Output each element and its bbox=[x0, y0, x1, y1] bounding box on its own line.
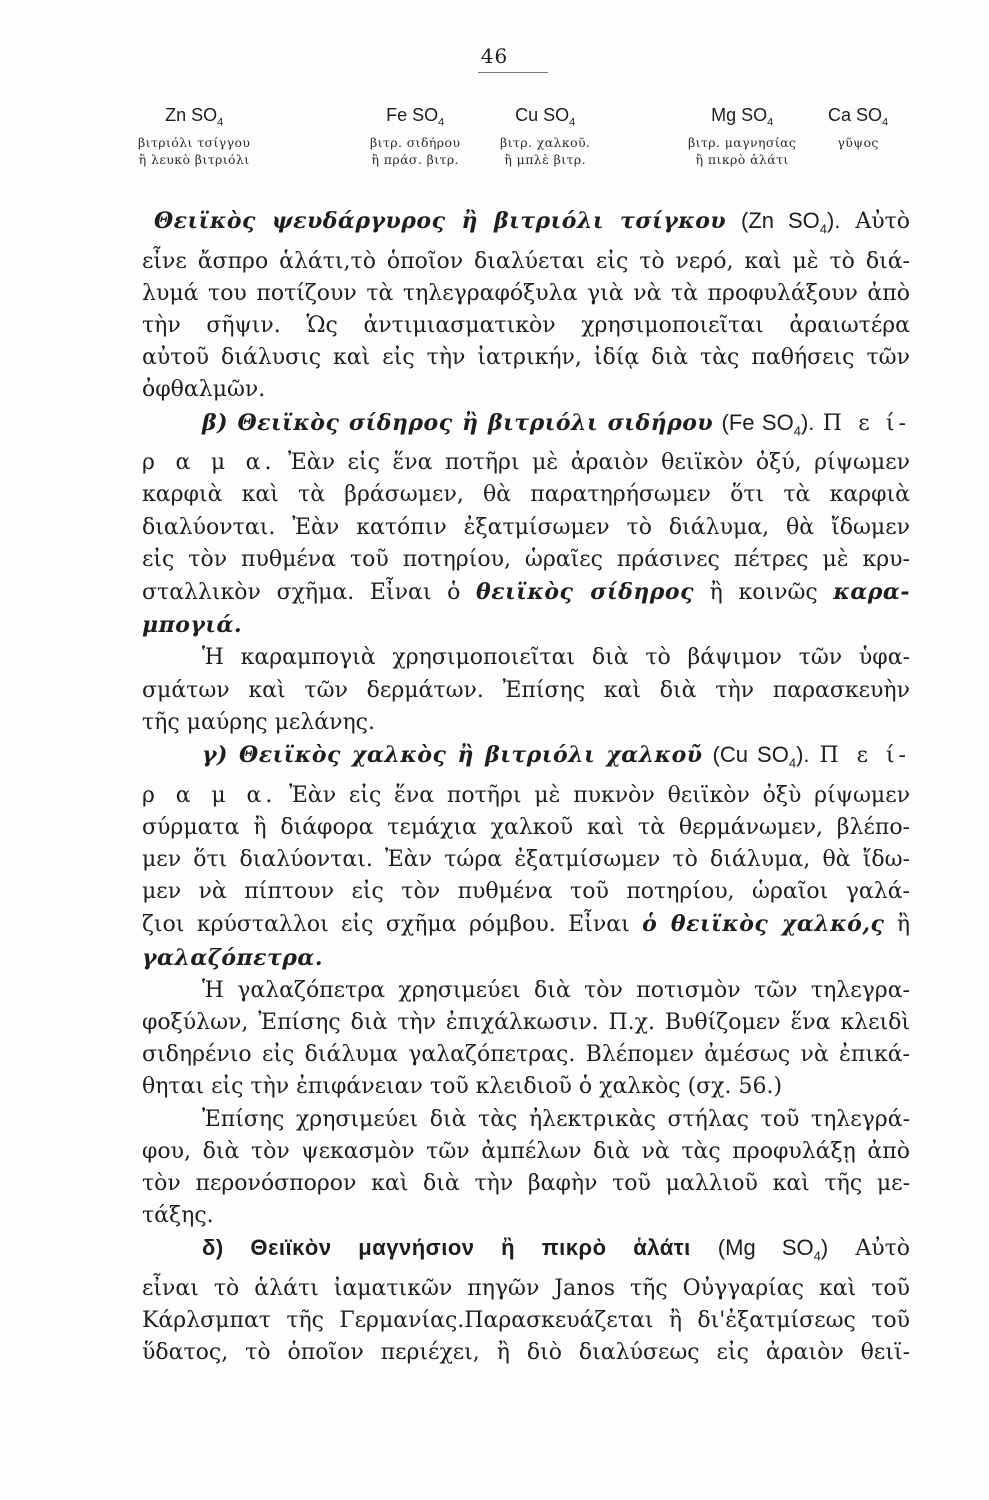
text-line: σιδηρένιο εἰς διάλυμα γαλαζόπετρας. Βλέπομεν ἀμέσως νὰ ἐπικά- bbox=[142, 1042, 910, 1068]
formula-desc: βιτρ. μαγνησίας bbox=[688, 134, 797, 150]
emphasis: γαλαζόπετρα. bbox=[142, 944, 324, 971]
text-line: εἶνε ἄσπρο ἁλάτι,τὸ ὁποῖον διαλύεται εἰς τὸ νερό, καὶ μὲ τὸ διά- bbox=[142, 248, 910, 274]
formula-text: Mg SO bbox=[711, 105, 768, 125]
emphasis: ὁ θειϊκὸς χαλκό,ς bbox=[642, 911, 885, 938]
formula-desc: βιτριόλι τσίγγου bbox=[138, 134, 251, 150]
text-line: τὸν περονόσπορον καὶ διὰ τὴν βαφὴν τοῦ μαλλιοῦ καὶ τῆς με- bbox=[142, 1171, 910, 1197]
sulfate-formula-header bbox=[138, 104, 938, 196]
text-line bbox=[142, 205, 910, 246]
emphasis: θειϊκὸς σίδηρος bbox=[476, 579, 694, 606]
text-line: δ) Θειϊκὸν μαγνήσιον ἢ πικρὸ ἁλάτι (Mg $SO_4$) Αὐτὸ bbox=[202, 1235, 910, 1264]
formula-inline: (Zn $SO_4$). bbox=[741, 208, 841, 237]
text-line: φοξύλων, Ἐπίσης διὰ τὴν ἐπιχάλκωσιν. Π.χ. Βυθίζομεν ἕνα κλειδὶ bbox=[142, 1010, 910, 1036]
text-line: λυμά του ποτίζουν τὰ τηλεγραφόξυλα γιὰ νὰ τὰ προφυλάξουν ἀπὸ bbox=[142, 280, 910, 306]
formula-subscript: 4 bbox=[767, 116, 774, 129]
experiment-label: Π ε ί- bbox=[819, 743, 910, 769]
text-line: ὀφθαλμῶν. bbox=[142, 377, 266, 403]
formula-text: Ca SO bbox=[828, 105, 883, 125]
formula-column-calcium bbox=[828, 104, 888, 151]
page-number: 46 bbox=[480, 44, 509, 68]
text-line: θηται εἰς τὴν ἐπιφάνειαν τοῦ κλειδιοῦ ὁ χαλκὸς (σχ. 56.) bbox=[142, 1074, 783, 1100]
text-segment: Αὐτὸ bbox=[855, 209, 910, 234]
text-line: καρφιὰ καὶ τὰ βράσωμεν, θὰ παρατηρήσωμεν ὅτι τὰ καρφιὰ bbox=[142, 482, 910, 508]
formula-desc: ἢ πράσ. βιτρ. bbox=[371, 151, 459, 167]
formula-column-zinc bbox=[138, 104, 250, 168]
text-line: σταλλικὸν σχῆμα. Εἶναι ὁ θειϊκὸς σίδηρος ἢ κοινῶς καρα- bbox=[142, 579, 910, 606]
formula-subscript: 4 bbox=[438, 116, 445, 129]
text-line: Ἡ γαλαζόπετρα χρησιμεύει διὰ τὸν ποτισμὸν τῶν τηλεγρα- bbox=[202, 977, 910, 1003]
text-line: τάξης. bbox=[142, 1203, 214, 1229]
body-text bbox=[142, 205, 910, 1370]
text-line: σύρματα ἢ διάφορα τεμάχια χαλκοῦ καὶ τὰ θερμάνωμεν, βλέπο- bbox=[142, 814, 910, 840]
formula-desc: ἢ λευκὸ βιτριόλι bbox=[138, 151, 250, 167]
magnesium-sulfate-heading: δ) Θειϊκὸν μαγνήσιον ἢ πικρὸ ἁλάτι bbox=[202, 1235, 691, 1261]
formula-inline: (Mg $SO_4$) bbox=[717, 1235, 829, 1264]
text-line: μεν νὰ πίπτουν εἰς τὸν πυθμένα τοῦ ποτηρίου, ὡραῖοι γαλά- bbox=[142, 879, 910, 905]
text-line: Ἡ καραμπογιὰ χρησιμοποιεῖται διὰ τὸ βάψιμον τῶν ὑφα- bbox=[202, 645, 910, 671]
formula-text: Fe SO bbox=[386, 105, 439, 125]
text-line: εἰς τὸν πυθμένα τοῦ ποτηρίου, ὡραῖες πράσινες πέτρες μὲ κρυ- bbox=[142, 546, 910, 572]
experiment-label: ρ α μ α. bbox=[142, 782, 277, 808]
text-line: ὕδατος, τὸ ὁποῖον περιέχει, ἢ διὸ διαλύσεως εἰς ἀραιὸν θειϊ- bbox=[142, 1340, 910, 1366]
zinc-sulfate-heading: Θειϊκὸς ψευδάργυρος ἢ βιτριόλι τσίγκου bbox=[154, 208, 727, 234]
text-line bbox=[142, 407, 910, 448]
formula-desc: βιτρ. σιδήρου bbox=[370, 134, 461, 150]
text-line: Κάρλσμπατ τῆς Γερμανίας.Παρασκευάζεται ἢ δι'ἐξατμίσεως τοῦ bbox=[142, 1308, 910, 1334]
text-line: αὐτοῦ διάλυσις καὶ εἰς τὴν ἰατρικήν, ἰδίᾳ διὰ τὰς παθήσεις τῶν bbox=[142, 345, 910, 371]
copper-sulfate-heading: γ) Θειϊκὸς χαλκὸς ἢ βιτριόλι χαλκοῦ bbox=[202, 742, 703, 769]
emphasis: μπογιά. bbox=[142, 612, 243, 639]
formula-desc: ἢ πικρὸ ἁλάτι bbox=[695, 151, 789, 167]
formula-desc: ἢ μπλὲ βιτρ. bbox=[504, 151, 586, 167]
text-line: φου, διὰ τὸν ψεκασμὸν τῶν ἀμπέλων διὰ νὰ τὰς προφυλάξῃ ἀπὸ bbox=[142, 1138, 910, 1164]
formula-column-copper bbox=[500, 104, 590, 168]
formula-text: Cu SO bbox=[515, 105, 570, 125]
text-line: τὴν σῆψιν. Ὡς ἀντιμιασματικὸν χρησιμοποιεῖται ἀραιωτέρα bbox=[142, 313, 910, 338]
formula-column-iron bbox=[370, 104, 460, 168]
text-line bbox=[142, 942, 910, 975]
formula-column-magnesium bbox=[688, 104, 796, 168]
iron-sulfate-heading: β) Θειϊκὸς σίδηρος ἢ βιτριόλι σιδήρου bbox=[202, 409, 714, 436]
text-line bbox=[142, 609, 910, 642]
formula-text: Zn SO bbox=[165, 105, 218, 125]
text-line: ζιοι κρύσταλλοι εἰς σχῆμα ρόμβου. Εἶναι ὁ θειϊκὸς χαλκό,ς ἢ bbox=[142, 911, 911, 938]
formula-inline: (Cu $SO_4$). bbox=[712, 742, 810, 771]
text-line: διαλύονται. Ἐὰν κατόπιν ἐξατμίσωμεν τὸ διάλυμα, θὰ ἴδωμεν bbox=[142, 514, 910, 540]
formula-subscript: 4 bbox=[569, 116, 576, 129]
text-line: εἶναι τὸ ἁλάτι ἰαματικῶν πηγῶν Janos τῆς Οὐγγαρίας καὶ τοῦ bbox=[142, 1276, 910, 1302]
text-line: τῆς μαύρης μελάνης. bbox=[142, 709, 375, 735]
text-line: Ἐπίσης χρησιμεύει διὰ τὰς ἠλεκτρικὰς στήλας τοῦ τηλεγρά- bbox=[202, 1106, 910, 1132]
experiment-label: ρ α μ α. bbox=[142, 450, 276, 476]
formula-inline: (Fe $SO_4$). bbox=[721, 409, 815, 438]
text-line: ρ α μ α. Ἐὰν εἰς ἕνα ποτῆρι μὲ ἀραιὸν θειϊκὸν ὀξύ, ρίψωμεν bbox=[142, 450, 910, 476]
formula-subscript: 4 bbox=[217, 116, 224, 129]
emphasis: καρα- bbox=[833, 579, 910, 606]
formula-desc: βιτρ. χαλκοῦ. bbox=[500, 134, 591, 150]
text-line: μεν ὅτι διαλύονται. Ἐὰν τώρα ἐξατμίσωμεν τὸ διάλυμα, θὰ ἴδω- bbox=[142, 847, 910, 873]
text-line: ρ α μ α. Ἐὰν εἰς ἕνα ποτῆρι μὲ πυκνὸν θειϊκὸν ὀξὺ ρίψωμεν bbox=[142, 782, 910, 808]
experiment-label: Π ε ί- bbox=[822, 410, 910, 436]
text-line: σμάτων καὶ τῶν δερμάτων. Ἐπίσης καὶ διὰ τὴν παρασκευὴν bbox=[142, 677, 910, 703]
formula-desc: γῦψος bbox=[837, 134, 879, 150]
formula-subscript: 4 bbox=[882, 116, 889, 129]
page-number-rule bbox=[478, 72, 548, 73]
text-line bbox=[142, 739, 910, 780]
